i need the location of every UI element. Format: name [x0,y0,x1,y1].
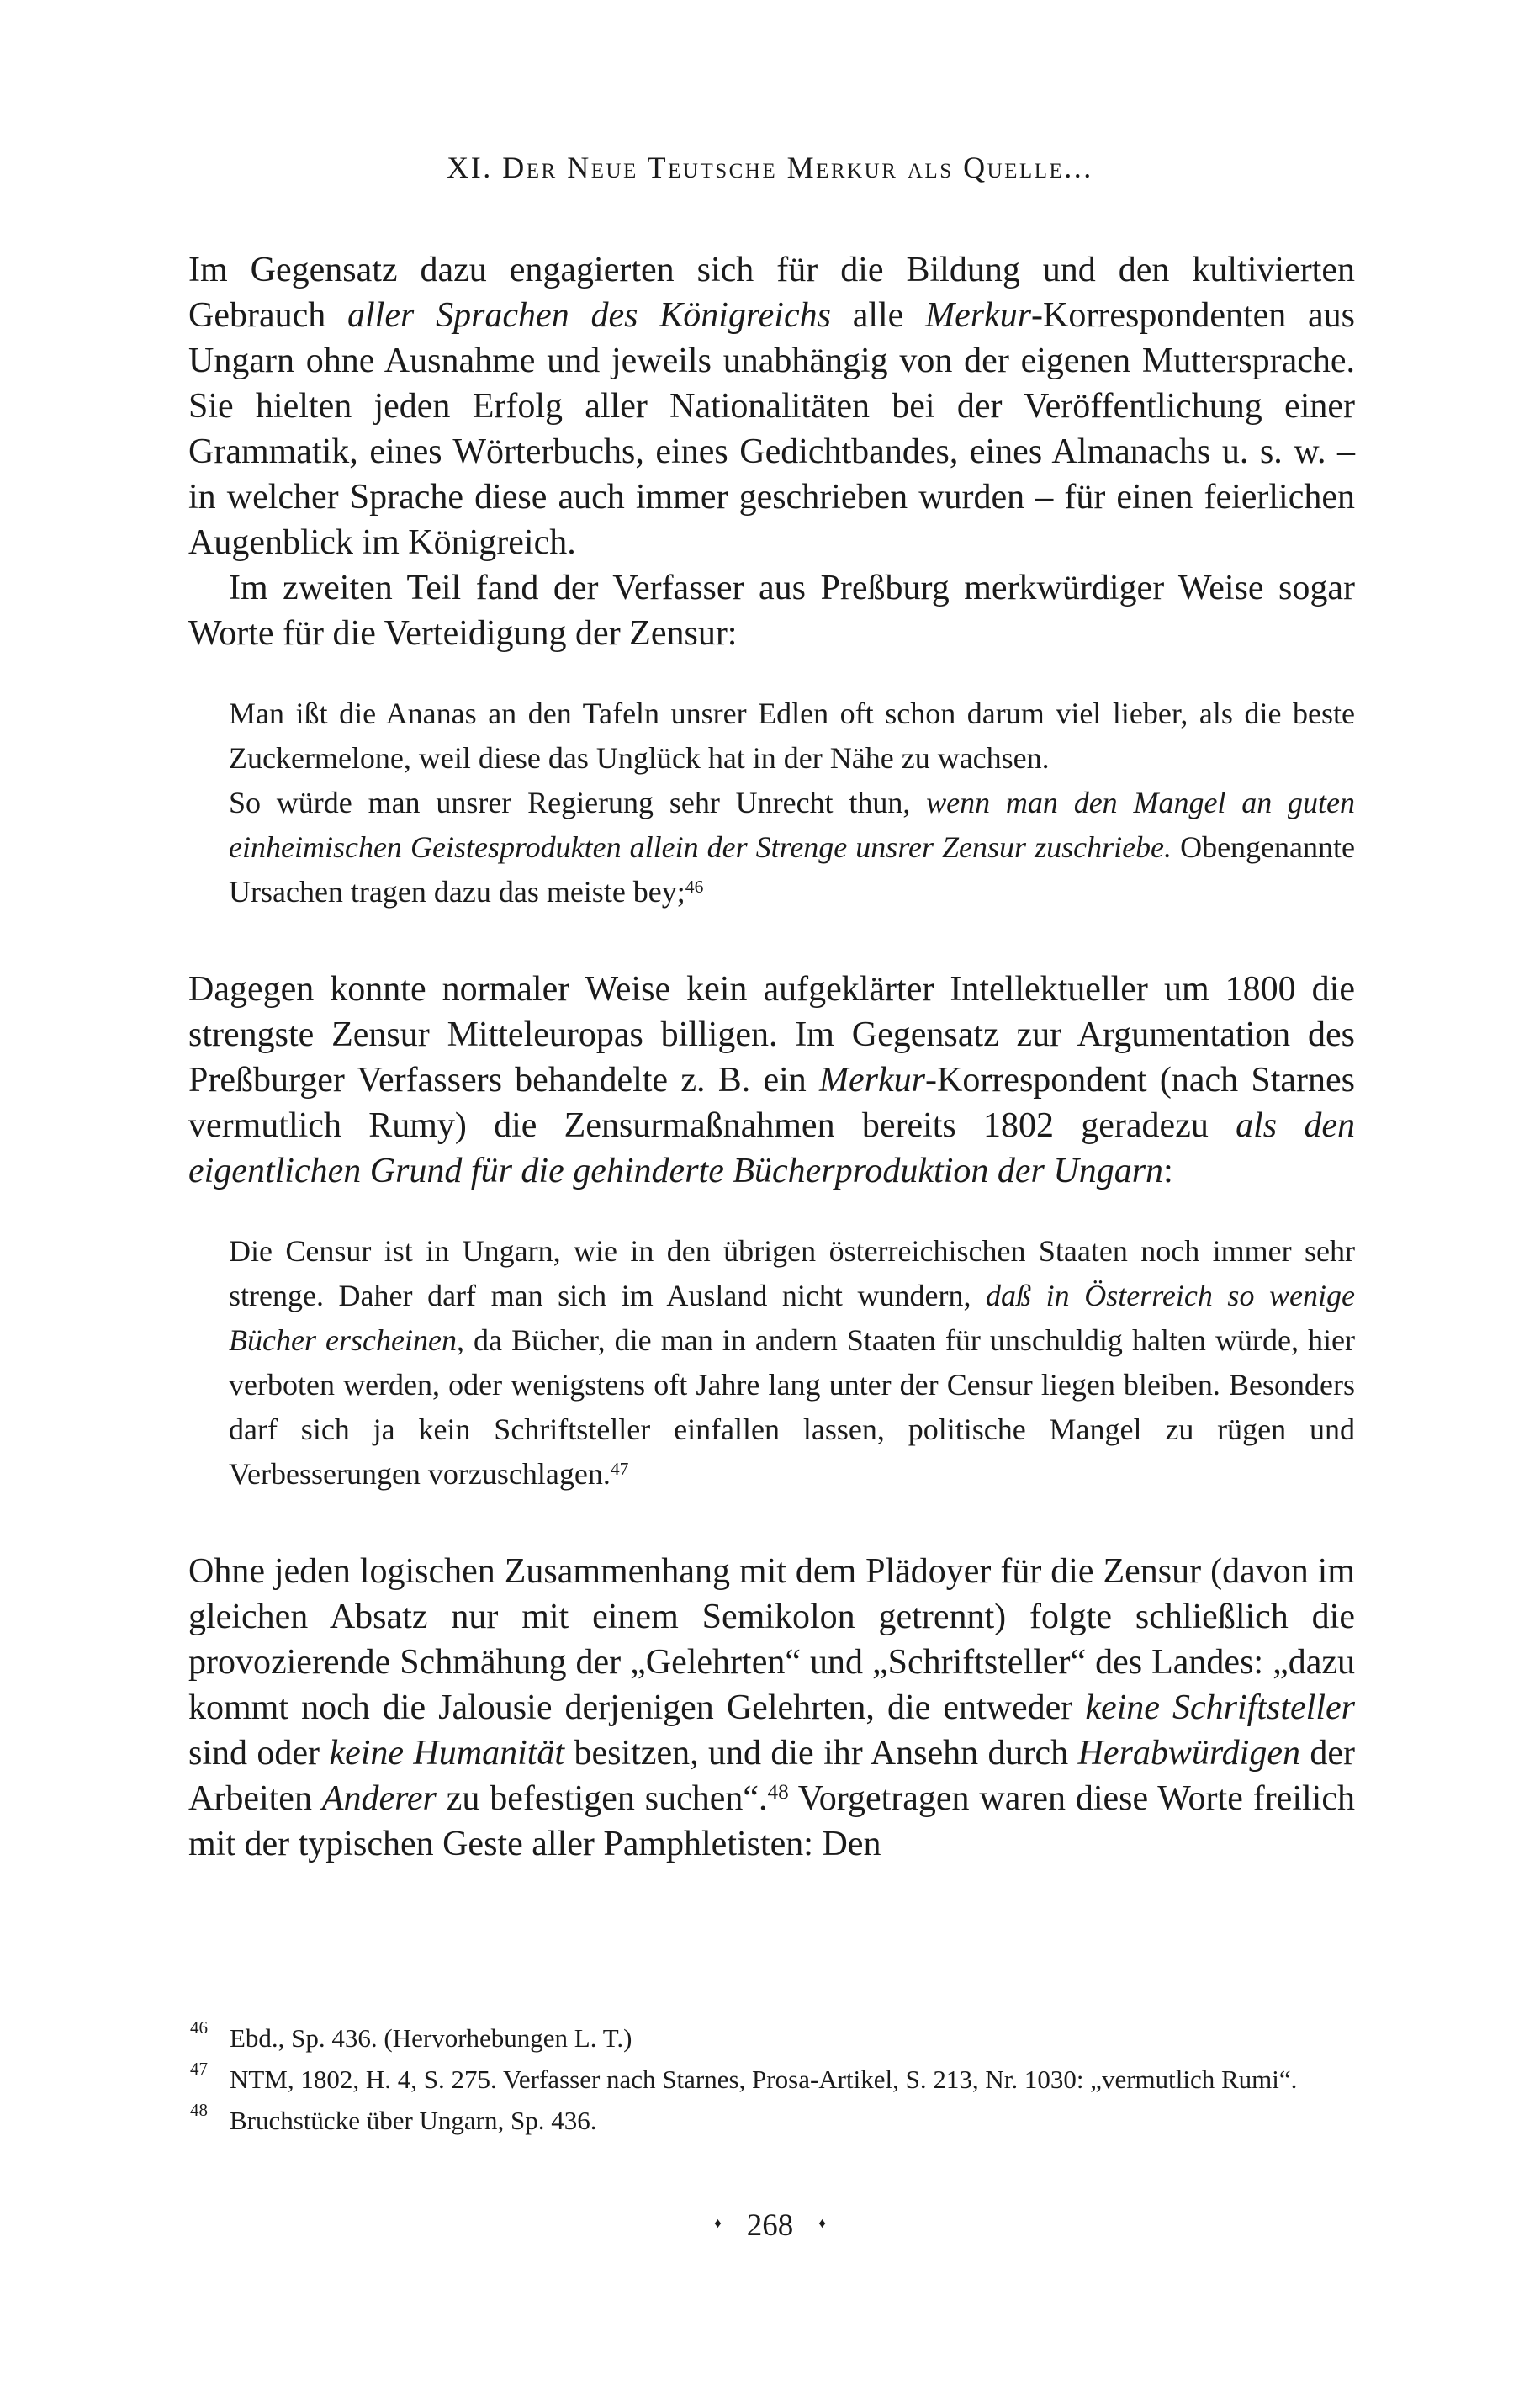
footnote-item [188,2017,1355,2059]
italic-text-segment: Herabwürdigen [1077,1734,1300,1773]
diamond-ornament-icon: ♦ [714,2215,722,2231]
text-segment: der Arbeiten [188,1734,1355,1818]
block-quote [229,692,1355,914]
text-segment: -Korrespondent (nach Starnes vermutlich Rumy) die Zensurmaßnahmen bereits 1802 geradezu [188,1061,1356,1145]
footnote-marker: 46 [190,2017,208,2038]
body-paragraph [188,565,1355,656]
footnote-marker: 47 [190,2059,208,2079]
italic-text-segment: Merkur [819,1061,926,1100]
footnote-text [230,2064,1297,2094]
page-number: 268 [746,2208,794,2243]
text-segment: Im Gegensatz dazu engagierten sich für die Bildung und den kultivierten Gebrauch [188,251,1355,335]
text-segment: : [1163,1152,1173,1190]
italic-text-segment: daß in Österreich so wenige Bücher erscheinen [229,1279,1355,1357]
footnote-marker: 48 [190,2100,208,2120]
quote-paragraph [229,692,1355,781]
text-segment: Vorgetragen waren diese Worte freilich mit der typischen Geste aller Pamphletisten: Den [188,1779,1355,1863]
quote-paragraph [229,1229,1355,1497]
page-footer [0,2207,1540,2244]
footnotes-section [188,2017,1355,2141]
footnote-text [230,2023,632,2053]
text-segment: Ebd., Sp. 436. (Hervorhebungen L. T.) [230,2023,632,2053]
text-segment: sind oder [188,1734,330,1773]
italic-text-segment: Anderer [321,1779,437,1818]
body-paragraph [188,1549,1355,1867]
italic-text-segment: keine Humanität [329,1734,565,1773]
footnote-item [188,2059,1355,2100]
text-segment: Im zweiten Teil fand der Verfasser aus Preßburg merkwürdiger Weise sogar Worte für die Verteidigung der Zensur: [188,569,1355,653]
text-segment: NTM, 1802, H. 4, S. 275. Verfasser nach Starnes, Prosa-Artikel, S. 213, Nr. 1030: „vermutlich Rumi“. [230,2064,1298,2094]
text-segment: Die Censur ist in Ungarn, wie in den übrigen österreichischen Staaten noch immer sehr strenge. Daher darf man sich im Ausland nicht wundern, [229,1234,1355,1312]
footnote-text [230,2106,597,2135]
text-segment: Bruchstücke über Ungarn, Sp. 436. [230,2106,597,2135]
diamond-ornament-icon: ♦ [818,2215,826,2231]
footnote-reference: 46 [685,877,704,898]
footnote-reference: 48 [767,1781,789,1805]
text-segment: So würde man unsrer Regierung sehr Unrecht thun, [229,786,927,819]
text-segment: Man ißt die Ananas an den Tafeln unsrer Edlen oft schon darum viel lieber, als die beste Zuckermelone, weil diese das Unglück hat in der Nähe zu wachsen. [229,697,1355,775]
italic-text-segment: wenn man den Mangel an guten einheimischen Geistesprodukten allein der Strenge unsrer Zensur zuschriebe. [229,786,1355,864]
text-segment: -Korrespondenten aus Ungarn ohne Ausnahme und jeweils unabhängig von der eigenen Muttersprache. Sie hielten jeden Erfolg aller Nationalitäten bei der Veröffentlichung einer Grammatik, eines Wörterbuchs, eines Gedichtbandes, eines Almanachs u. s. w. – in welcher Sprache diese auch immer geschrieben wurden – für einen feierlichen Augenblick im Königreich. [188,296,1356,562]
text-segment: zu befestigen suchen“. [436,1779,768,1818]
text-segment: Obengenannte Ursachen tragen dazu das meiste bey; [229,830,1355,909]
body-paragraph [188,247,1355,565]
text-segment: besitzen, und die ihr Ansehn durch [564,1734,1078,1773]
text-segment: Dagegen konnte normaler Weise kein aufgeklärter Intellektueller um 1800 die strengste Zensur Mitteleuropas billigen. Im Gegensatz zur Argumentation des Preßburger Verfassers behandelte z. B. ein [188,970,1355,1100]
italic-text-segment: als den eigentlichen Grund für die gehinderte Bücherproduktion der Ungarn [188,1106,1356,1190]
block-quote [229,1229,1355,1497]
quote-paragraph [229,781,1355,914]
body-paragraph [188,967,1355,1194]
italic-text-segment: keine Schriftsteller [1085,1688,1355,1727]
text-segment: alle [830,296,926,335]
italic-text-segment: aller Sprachen des Königreichs [347,296,831,335]
text-column [188,247,1355,1867]
text-segment: , da Bücher, die man in andern Staaten für unschuldig halten würde, hier verboten werden, oder wenigstens oft Jahre lang unter der Censur liegen bleiben. Besonders darf sich ja kein Schriftsteller einfallen lassen, politische Mangel zu rügen und Verbesserungen vorzuschlagen. [229,1323,1355,1491]
italic-text-segment: Merkur [925,296,1032,335]
footnote-reference: 47 [610,1459,629,1480]
footnote-item [188,2100,1355,2141]
running-header: XI. Der Neue Teutsche Merkur als Quelle... [447,151,1093,184]
text-segment: Ohne jeden logischen Zusammenhang mit dem Plädoyer für die Zensur (davon im gleichen Absatz nur mit einem Semikolon getrennt) folgte schließlich die provozierende Schmähung der „Gelehrten“ und „Schriftsteller“ des Landes: „dazu kommt noch die Jalousie derjenigen Gelehrten, die entweder [188,1552,1355,1727]
